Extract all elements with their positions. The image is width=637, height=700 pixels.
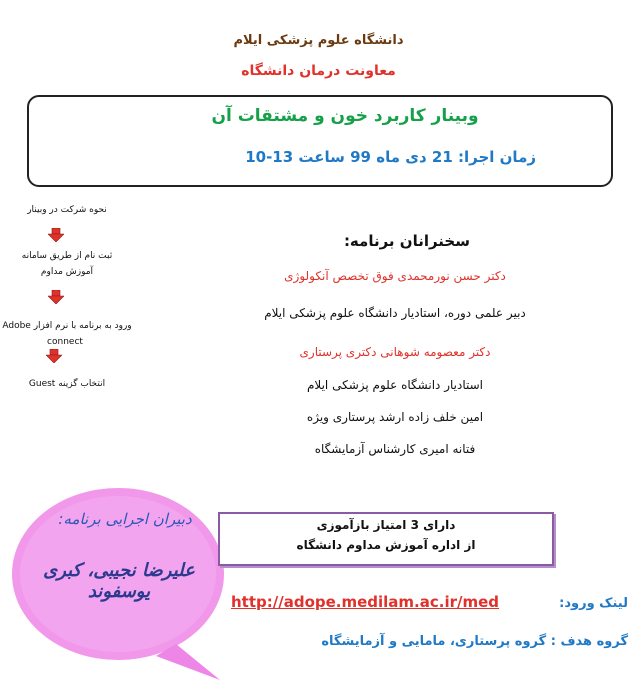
speaker-1-name: دکتر حسن نورمحمدی فوق تخصص آنکولوژی — [284, 269, 506, 283]
executive-names: علیرضا نجیبی، کبری یوسفوند — [43, 560, 195, 602]
link-label: لینک ورود: — [559, 596, 628, 611]
speaker-2-name: دکتر معصومه شوهانی دکتری پرستاری — [299, 345, 491, 359]
flow-step-guest: انتخاب گزینه Guest — [28, 379, 106, 389]
speaker-1-role: دبیر علمی دوره، استادیار دانشگاه علوم پزشکی ایلام — [264, 306, 526, 320]
webinar-link[interactable]: http://adope.medilam.ac.ir/med — [231, 593, 500, 611]
flow-step-register-line1: ثبت نام از طریق سامانه — [21, 251, 113, 261]
executive-label: دبیران اجرایی برنامه: — [58, 510, 192, 528]
speaker-2-role: استادیار دانشگاه علوم پزشکی ایلام — [306, 378, 484, 392]
flow-step-register-line2: آموزش مداوم — [40, 267, 94, 277]
speakers-heading: سخنرانان برنامه: — [343, 232, 470, 250]
flow-step-join: نحوه شرکت در وبینار — [27, 205, 107, 215]
down-arrow-icon — [48, 228, 64, 242]
flow-step-adobe-line1: ورود به برنامه با نرم افزار Adobe — [2, 321, 132, 331]
down-arrow-icon — [48, 290, 64, 304]
webinar-time: زمان اجرا: 21 دی ماه 99 ساعت 13-10 — [245, 148, 536, 166]
target-group: گروه هدف : گروه پرستاری، مامایی و آزمایشگاه — [321, 634, 628, 649]
flow-step-adobe-line2: connect — [47, 337, 83, 347]
speaker-4: فتانه امیری کارشناس آزمایشگاه — [314, 442, 476, 456]
webinar-title: وبینار کاربرد خون و مشتقات آن — [211, 106, 479, 126]
credit-line1: دارای 3 امتیاز بازآموزی — [316, 518, 456, 532]
university-name: دانشگاه علوم پزشکی ایلام — [233, 33, 404, 48]
down-arrow-icon — [46, 349, 62, 363]
credit-line2: از اداره آموزش مداوم دانشگاه — [296, 538, 476, 552]
speaker-3: امین خلف زاده ارشد پرستاری ویژه — [306, 410, 484, 424]
department-name: معاونت درمان دانشگاه — [241, 63, 396, 79]
